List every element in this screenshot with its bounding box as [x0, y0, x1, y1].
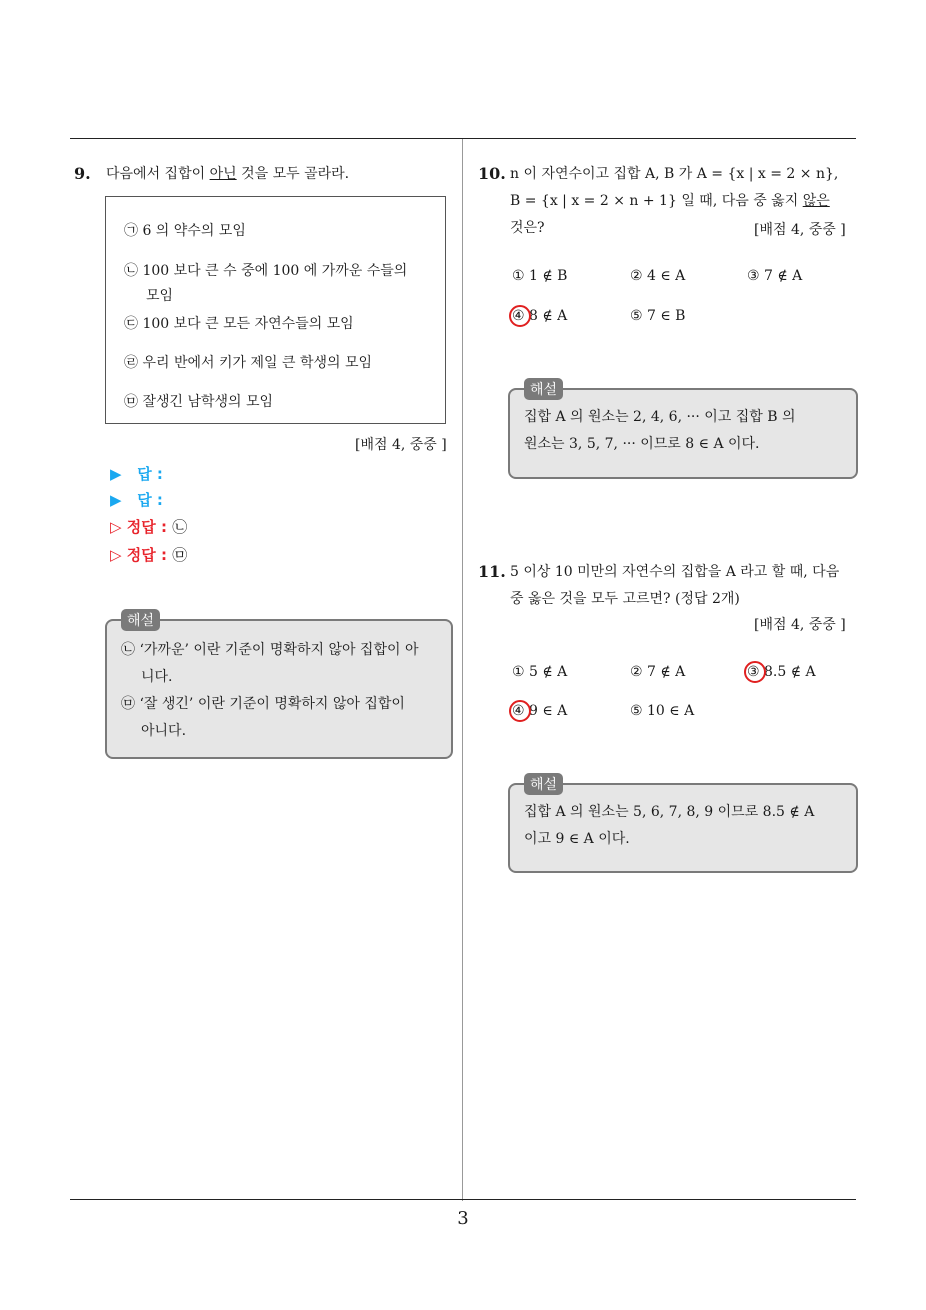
- q11-answer-circle-mark-4: [509, 700, 531, 722]
- q10-meta: [배점 4, 중중 ]: [754, 222, 846, 238]
- q11-line-1: 5 이상 10 미만의 자연수의 집합을 A 라고 할 때, 다음: [510, 564, 840, 580]
- q9-item-4: ㉣ 우리 반에서 키가 제일 큰 학생의 모임: [124, 355, 373, 371]
- q11-choice-4[interactable]: ④ 9 ∈ A: [512, 703, 568, 719]
- q10-line-2: [510, 188, 860, 215]
- page-number: 3: [457, 1208, 469, 1229]
- explanation-tag: 해설: [524, 378, 563, 400]
- q9-explain-line-1: ㉡ ‘가까운’ 이란 기준이 명확하지 않아 집합이 아: [121, 642, 419, 658]
- q10-explanation-text: [524, 404, 844, 458]
- triangle-filled-icon: ▶: [110, 465, 122, 483]
- q9-item-3: ㉢ 100 보다 큰 모든 자연수들의 모임: [124, 316, 354, 332]
- q10-line-3: 것은?: [510, 220, 545, 236]
- q9-text-a: 다음에서 집합이: [106, 166, 210, 182]
- q10-choice-5[interactable]: ⑤ 7 ∈ B: [630, 308, 686, 324]
- top-rule: [70, 138, 856, 139]
- q9-item-1: ㉠ 6 의 약수의 모임: [124, 223, 246, 239]
- answer-label: 답 :: [137, 491, 163, 509]
- q9-meta: [배점 4, 중중 ]: [355, 437, 447, 453]
- q11-choice-1[interactable]: ① 5 ∉ A: [512, 664, 568, 680]
- q10-explain-line-2: 원소는 3, 5, 7, ··· 이므로 8 ∈ A 이다.: [524, 436, 760, 452]
- q11-explanation-text: [524, 799, 844, 853]
- q9-item-2-cont: 모임: [146, 288, 174, 304]
- triangle-outline-icon: ▷: [110, 518, 122, 536]
- q10-number: 10.: [478, 164, 506, 183]
- q9-explain-line-4: 아니다.: [141, 723, 187, 739]
- explanation-tag: 해설: [524, 773, 563, 795]
- triangle-filled-icon: ▶: [110, 491, 122, 509]
- q11-question: [510, 559, 860, 613]
- q11-number: 11.: [478, 562, 506, 581]
- q9-item-2: ㉡ 100 보다 큰 수 중에 100 에 가까운 수들의: [124, 263, 408, 279]
- q9-explain-line-2: 니다.: [141, 669, 173, 685]
- q10-choice-4[interactable]: ④ 8 ∉ A: [512, 308, 568, 324]
- bottom-rule: [70, 1199, 856, 1200]
- column-divider: [462, 139, 463, 1201]
- q9-explain-line-3: ㉤ ‘잘 생긴’ 이란 기준이 명확하지 않아 집합이: [121, 696, 405, 712]
- q9-correct-line-2: [110, 544, 187, 565]
- q9-explanation-text: [121, 637, 439, 745]
- correct-answer-2: ㉤: [172, 546, 188, 564]
- q10-choice-2[interactable]: ② 4 ∈ A: [630, 268, 686, 284]
- correct-label: 정답 :: [126, 546, 167, 564]
- q9-number: 9.: [74, 164, 91, 183]
- q11-explain-line-2: 이고 9 ∈ A 이다.: [524, 831, 630, 847]
- q9-statement-box: [105, 196, 446, 424]
- q11-meta: [배점 4, 중중 ]: [754, 617, 846, 633]
- triangle-outline-icon: ▷: [110, 546, 122, 564]
- q10-answer-circle-mark: [509, 305, 531, 327]
- q9-answer-line-2: [110, 489, 163, 510]
- q11-line-2: 중 옳은 것을 모두 고르면? (정답 2개): [510, 591, 740, 607]
- q9-explanation-box: [105, 613, 453, 759]
- q10-explain-line-1: 집합 A 의 원소는 2, 4, 6, ··· 이고 집합 B 의: [524, 409, 796, 425]
- q11-choice-2[interactable]: ② 7 ∉ A: [630, 664, 686, 680]
- q10-line-2-a: B = {x | x = 2 × n + 1} 일 때, 다음 중 옳지: [510, 193, 803, 209]
- explanation-tag: 해설: [121, 609, 160, 631]
- q10-choice-1[interactable]: ① 1 ∉ B: [512, 268, 568, 284]
- q11-explain-line-1: 집합 A 의 원소는 5, 6, 7, 8, 9 이므로 8.5 ∉ A: [524, 804, 815, 820]
- q10-line-2-underlined: 않은: [802, 193, 830, 209]
- q9-question: [106, 161, 349, 188]
- q10-explanation-box: [508, 382, 858, 479]
- correct-label: 정답 :: [126, 518, 167, 536]
- q9-text-b: 것을 모두 골라라.: [236, 166, 350, 182]
- answer-label: 답 :: [137, 465, 163, 483]
- q11-answer-circle-mark-3: [744, 661, 766, 683]
- q10-choice-3[interactable]: ③ 7 ∉ A: [747, 268, 803, 284]
- q9-answer-line-1: [110, 463, 163, 484]
- q11-choice-5[interactable]: ⑤ 10 ∈ A: [630, 703, 695, 719]
- correct-answer-1: ㉡: [172, 518, 188, 536]
- q11-explanation-box: [508, 777, 858, 873]
- q9-correct-line-1: [110, 516, 187, 537]
- q11-choice-3[interactable]: ③ 8.5 ∉ A: [747, 664, 816, 680]
- q9-text-underlined: 아닌: [209, 166, 237, 182]
- q9-item-5: ㉤ 잘생긴 남학생의 모임: [124, 394, 274, 410]
- q10-line-1: n 이 자연수이고 집합 A, B 가 A = {x | x = 2 × n},: [510, 166, 839, 182]
